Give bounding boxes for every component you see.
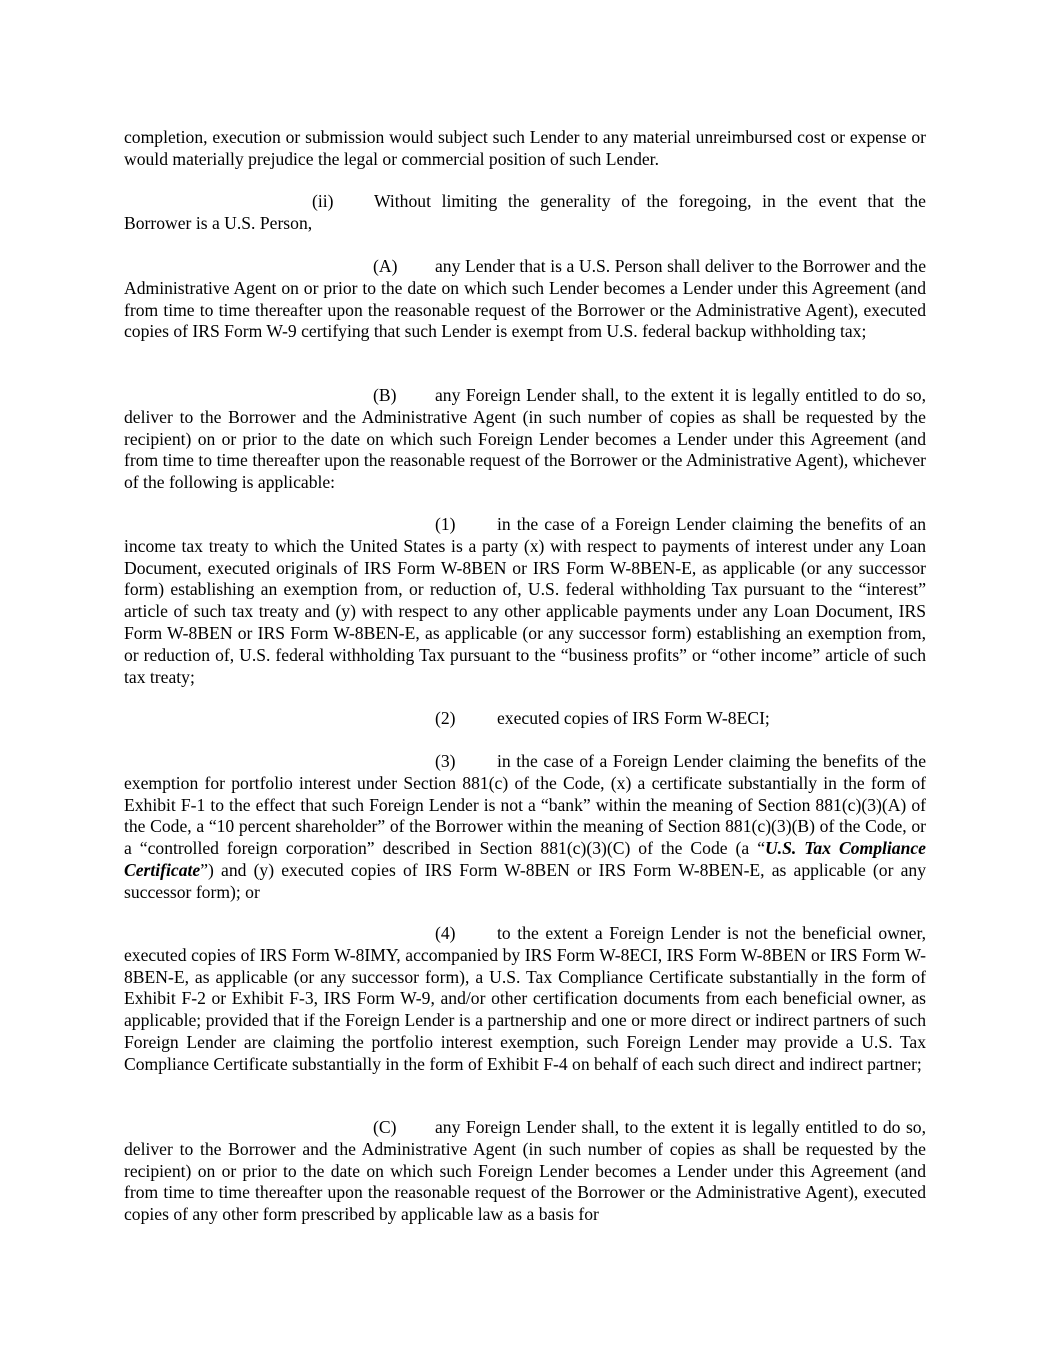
paragraph-continuation: completion, execution or submission would subject such Lender to any material unreimbursed cost or expense or would materially prejudice the legal or commercial position of such Lender. (124, 127, 926, 169)
paragraph-number: (1) (435, 514, 456, 534)
paragraph-text: any Foreign Lender shall, to the extent it is legally entitled to do so, deliver to the Borrower and the Administrative Agent (in such number of copies as shall be requested by the recipient) on or prior to the date on which such Foreign Lender becomes a Lender under this Agreement (and from time to time thereafter upon the reasonable request of the Borrower or the Administrative Agent), executed copies of any other form prescribed by applicable law as a basis for (124, 1117, 926, 1225)
paragraph-number: (C) (373, 1117, 397, 1137)
paragraph-number: (B) (373, 385, 397, 405)
paragraph-number: (ii) (312, 191, 334, 211)
paragraph-text: Without limiting the generality of the foregoing, in the event that the Borrower is a U.S. Person, (124, 191, 926, 233)
paragraph-text: in the case of a Foreign Lender claiming the benefits of the exemption for portfolio interest under Section 881(c) of the Code, (x) a certificate substantially in the form of Exhibit F-1 to the effect that such Foreign Lender is not a “bank” within the meaning of Section 881(c)(3)(A) of the Code, a “10 percent shareholder” of the Borrower within the meaning of Section 881(c)(3)(B) of the Code, or a “controlled foreign corporation” described in Section 881(c)(3)(C) of the Code (a “ (124, 751, 926, 859)
paragraph-text: to the extent a Foreign Lender is not the beneficial owner, executed copies of IRS Form W-8IMY, accompanied by IRS Form W-8ECI, IRS Form W-8BEN or IRS Form W-8BEN-E, as applicable (or any successor form), a U.S. Tax Compliance Certificate substantially in the form of Exhibit F-2 or Exhibit F-3, IRS Form W-9, and/or other certification documents from each beneficial owner, as applicable; provided that if the Foreign Lender is a partnership and one or more direct or indirect partners of such Foreign Lender are claiming the portfolio interest exemption, such Foreign Lender may provide a U.S. Tax Compliance Certificate substantially in the form of Exhibit F-4 on behalf of each such direct and indirect partner; (124, 923, 926, 1074)
paragraph-2 (124, 708, 926, 730)
paragraph-number: (A) (373, 256, 398, 276)
paragraph-C (124, 1117, 926, 1226)
paragraph-A (124, 256, 926, 343)
paragraph-1 (124, 514, 926, 688)
paragraph-3 (124, 751, 926, 904)
paragraph-text: any Lender that is a U.S. Person shall deliver to the Borrower and the Administrative Agent on or prior to the date on which such Lender becomes a Lender under this Agreement (and from time to time thereafter upon the reasonable request of the Borrower or the Administrative Agent), executed copies of IRS Form W-9 certifying that such Lender is exempt from U.S. federal backup withholding tax; (124, 256, 926, 342)
paragraph-text: in the case of a Foreign Lender claiming the benefits of an income tax treaty to which the United States is a party (x) with respect to payments of interest under any Loan Document, executed originals of IRS Form W-8BEN or IRS Form W-8BEN-E, as applicable (or any successor form) establishing an exemption from, or reduction of, U.S. federal withholding Tax pursuant to the “interest” article of such tax treaty and (y) with respect to any other applicable payments under any Loan Document, IRS Form W-8BEN or IRS Form W-8BEN-E, as applicable (or any successor form) establishing an exemption from, or reduction of, U.S. federal withholding Tax pursuant to the “business profits” or “other income” article of such tax treaty; (124, 514, 926, 687)
paragraph-text: any Foreign Lender shall, to the extent it is legally entitled to do so, deliver to the Borrower and the Administrative Agent (in such number of copies as shall be requested by the recipient) on or prior to the date on which such Foreign Lender becomes a Lender under this Agreement (and from time to time thereafter upon the reasonable request of the Borrower or the Administrative Agent), whichever of the following is applicable: (124, 385, 926, 493)
paragraph-text: ”) and (y) executed copies of IRS Form W-8BEN or IRS Form W-8BEN-E, as applicable (or any successor form); or (124, 859, 926, 902)
paragraph-number: (4) (435, 923, 456, 943)
paragraph-number: (3) (435, 751, 456, 771)
paragraph-B (124, 385, 926, 494)
paragraph-number: (2) (435, 708, 456, 728)
paragraph-4 (124, 923, 926, 1076)
defined-term: U.S. Tax Compliance Certificate (124, 838, 926, 880)
paragraph-ii (124, 191, 926, 235)
paragraph-text: executed copies of IRS Form W-8ECI; (497, 708, 770, 728)
